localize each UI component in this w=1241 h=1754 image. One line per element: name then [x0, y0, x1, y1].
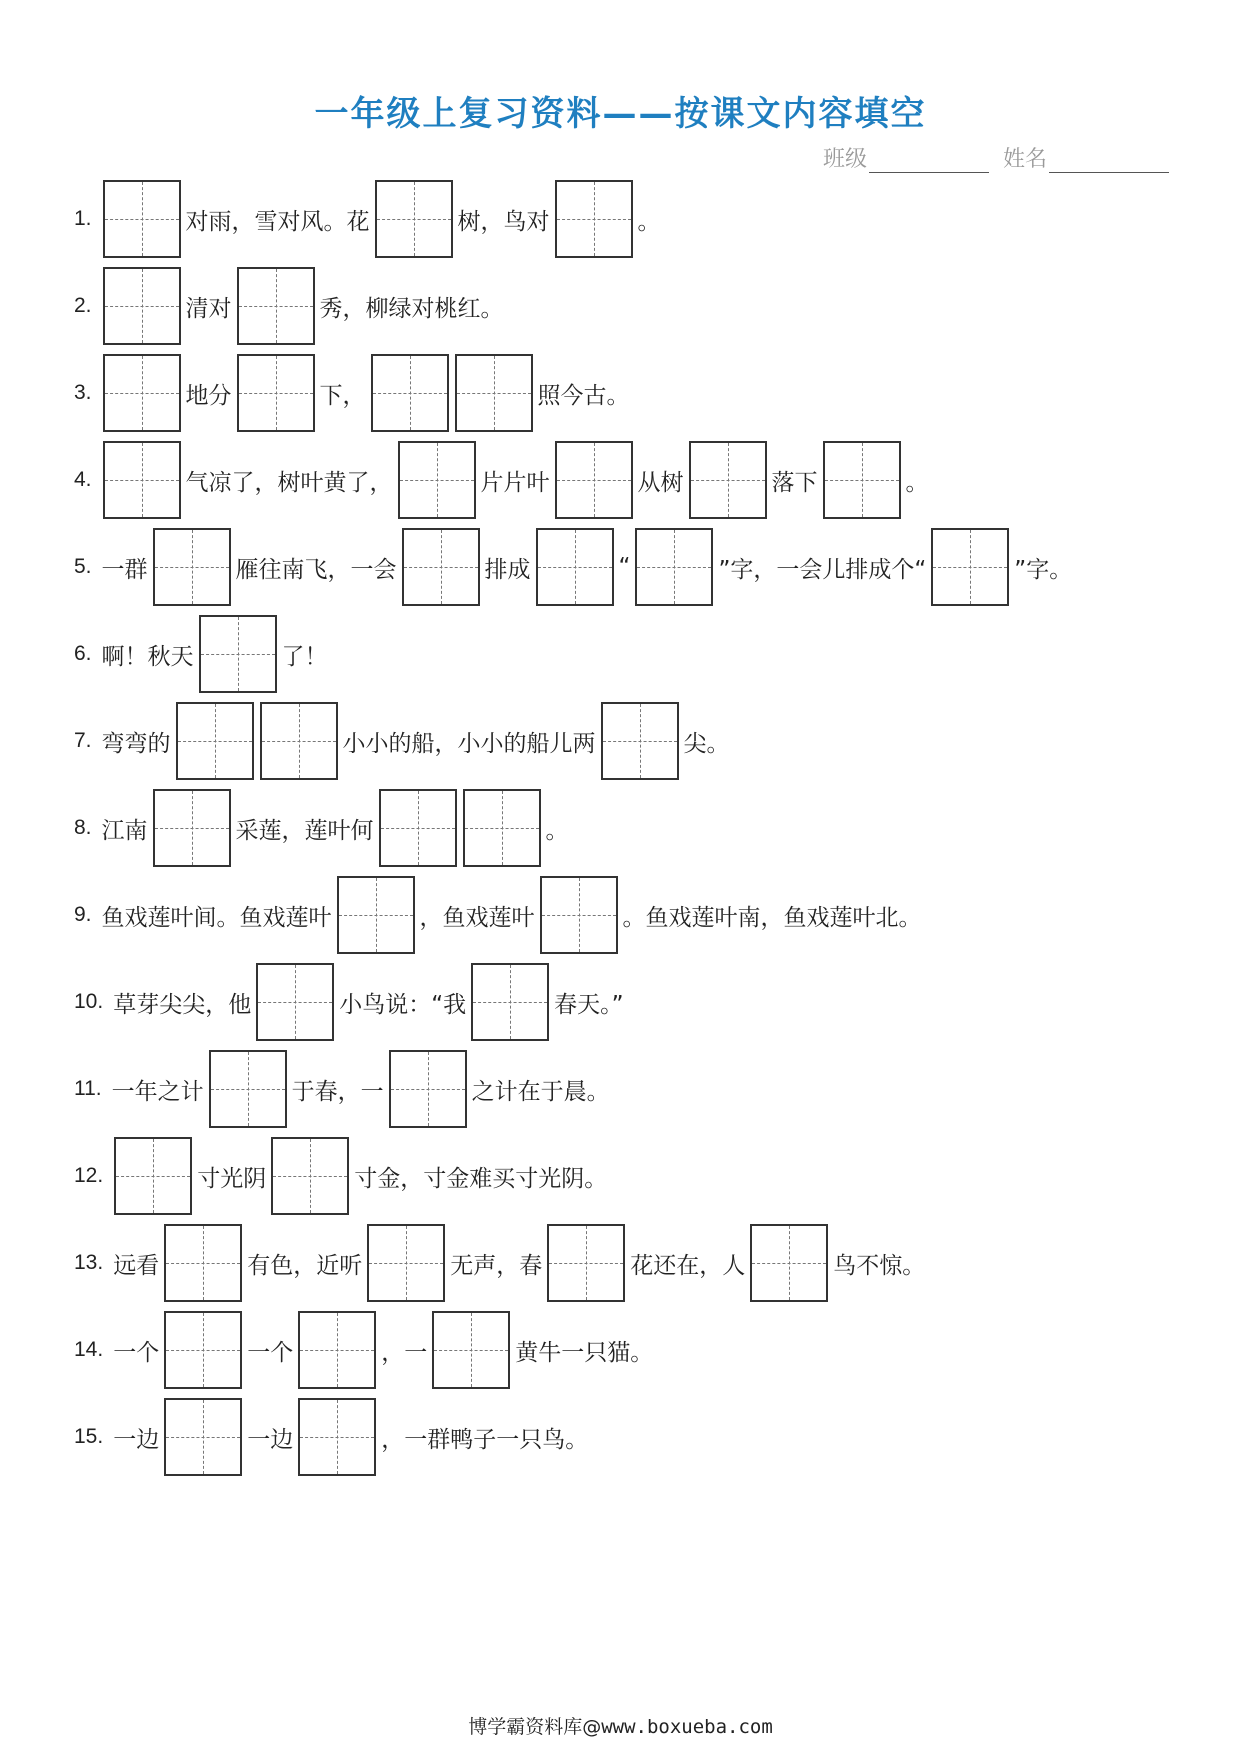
question-text: 草芽尖尖，他: [113, 991, 252, 1018]
question-2: [74, 267, 506, 345]
tianzige-answer-box[interactable]: [153, 789, 231, 867]
question-text: 寸光阴: [197, 1165, 267, 1192]
question-text: 尖。: [683, 730, 730, 757]
tianzige-answer-box[interactable]: [540, 876, 618, 954]
tianzige-answer-box[interactable]: [536, 528, 614, 606]
question-text: 一个: [113, 1339, 160, 1366]
question-number: 15.: [74, 1425, 104, 1448]
question-14: [74, 1311, 655, 1389]
question-text: “: [618, 554, 631, 580]
question-number: 2.: [74, 294, 92, 317]
tianzige-answer-box[interactable]: [103, 354, 181, 432]
question-number: 14.: [74, 1338, 104, 1361]
question-7: [74, 702, 732, 780]
tianzige-answer-box[interactable]: [237, 267, 315, 345]
question-text: 小鸟说：“我: [339, 991, 467, 1018]
tianzige-answer-box[interactable]: [367, 1224, 445, 1302]
tianzige-answer-box[interactable]: [823, 441, 901, 519]
question-6: [74, 615, 330, 693]
name-field: [1003, 142, 1169, 173]
student-info: [823, 142, 1169, 173]
question-text: 黄牛一只猫。: [515, 1339, 654, 1366]
tianzige-answer-box[interactable]: [271, 1137, 349, 1215]
tianzige-answer-box[interactable]: [601, 702, 679, 780]
question-text: 一边: [247, 1426, 294, 1453]
question-text: 。: [545, 817, 569, 844]
tianzige-answer-box[interactable]: [689, 441, 767, 519]
question-number: 4.: [74, 468, 92, 491]
class-field: [823, 142, 989, 173]
question-text: 。: [905, 469, 929, 496]
tianzige-answer-box[interactable]: [298, 1398, 376, 1476]
tianzige-answer-box[interactable]: [164, 1398, 242, 1476]
question-text: 一群: [101, 556, 148, 583]
tianzige-answer-box[interactable]: [402, 528, 480, 606]
tianzige-answer-box[interactable]: [153, 528, 231, 606]
question-number: 8.: [74, 816, 92, 839]
tianzige-answer-box[interactable]: [298, 1311, 376, 1389]
question-text: 排成: [484, 556, 531, 583]
question-text: 对雨，雪对风。花: [185, 208, 370, 235]
question-5: [74, 528, 1074, 606]
question-text: 一年之计: [111, 1078, 204, 1105]
question-3: [74, 354, 632, 432]
question-text: 雁往南飞，一会: [235, 556, 397, 583]
question-text: 弯弯的: [101, 730, 171, 757]
tianzige-answer-box[interactable]: [455, 354, 533, 432]
question-9: [74, 876, 924, 954]
question-text: ”字，一会儿排成个“: [718, 556, 927, 583]
question-text: 一个: [247, 1339, 294, 1366]
question-text: 无声，春: [450, 1252, 543, 1279]
question-number: 6.: [74, 642, 92, 665]
tianzige-answer-box[interactable]: [398, 441, 476, 519]
tianzige-answer-box[interactable]: [375, 180, 453, 258]
question-text: 之计在于晨。: [471, 1078, 610, 1105]
question-number: 1.: [74, 207, 92, 230]
question-text: 江南: [101, 817, 148, 844]
question-11: [74, 1050, 612, 1128]
tianzige-answer-box[interactable]: [256, 963, 334, 1041]
tianzige-answer-box[interactable]: [750, 1224, 828, 1302]
question-text: 鸟不惊。: [833, 1252, 926, 1279]
tianzige-answer-box[interactable]: [164, 1224, 242, 1302]
question-text: 于春，一: [291, 1078, 384, 1105]
question-text: 落下: [771, 469, 818, 496]
tianzige-answer-box[interactable]: [389, 1050, 467, 1128]
question-text: 有色，近听: [247, 1252, 363, 1279]
question-number: 9.: [74, 903, 92, 926]
question-8: [74, 789, 571, 867]
tianzige-answer-box[interactable]: [103, 267, 181, 345]
tianzige-answer-box[interactable]: [260, 702, 338, 780]
question-text: 。鱼戏莲叶南，鱼戏莲叶北。: [622, 904, 922, 931]
question-text: 片片叶: [480, 469, 550, 496]
tianzige-answer-box[interactable]: [471, 963, 549, 1041]
question-10: [74, 963, 626, 1041]
tianzige-answer-box[interactable]: [432, 1311, 510, 1389]
question-text: 一边: [113, 1426, 160, 1453]
question-text: ，一: [381, 1339, 428, 1366]
footer-brand: 博学霸资料库@: [468, 1716, 602, 1738]
name-label: 姓名: [1002, 147, 1047, 172]
question-1: [74, 180, 663, 258]
tianzige-answer-box[interactable]: [635, 528, 713, 606]
question-text: 小小的船，小小的船儿两: [342, 730, 596, 757]
question-15: [74, 1398, 590, 1476]
question-text: ”字。: [1014, 556, 1073, 583]
question-number: 12.: [74, 1164, 104, 1187]
tianzige-answer-box[interactable]: [103, 180, 181, 258]
question-text: 地分: [185, 382, 232, 409]
question-number: 11.: [74, 1077, 102, 1100]
tianzige-answer-box[interactable]: [114, 1137, 192, 1215]
question-text: 寸金，寸金难买寸光阴。: [354, 1165, 608, 1192]
question-text: ，一群鸭子一只鸟。: [381, 1426, 589, 1453]
question-text: 采莲，莲叶何: [235, 817, 374, 844]
tianzige-answer-box[interactable]: [931, 528, 1009, 606]
tianzige-answer-box[interactable]: [209, 1050, 287, 1128]
question-text: ，鱼戏莲叶: [419, 904, 535, 931]
question-number: 5.: [74, 555, 92, 578]
question-text: 。: [637, 208, 661, 235]
tianzige-answer-box[interactable]: [555, 441, 633, 519]
tianzige-answer-box[interactable]: [164, 1311, 242, 1389]
page-title: 一年级上复习资料——按课文内容填空: [314, 94, 927, 134]
name-blank[interactable]: [1049, 148, 1169, 173]
question-text: 啊！秋天: [101, 643, 194, 670]
tianzige-answer-box[interactable]: [237, 354, 315, 432]
tianzige-answer-box[interactable]: [103, 441, 181, 519]
question-text: 气凉了，树叶黄了，: [185, 469, 393, 496]
question-text: 从树: [637, 469, 684, 496]
question-text: 下，: [319, 382, 366, 409]
question-text: 鱼戏莲叶间。鱼戏莲叶: [101, 904, 332, 931]
tianzige-answer-box[interactable]: [371, 354, 449, 432]
question-text: 秀，柳绿对桃红。: [319, 295, 504, 322]
class-label: 班级: [822, 147, 867, 172]
question-number: 10.: [74, 990, 104, 1013]
question-text: 花还在，人: [630, 1252, 746, 1279]
footer-site: www.boxueba.com: [601, 1716, 773, 1738]
question-4: [74, 441, 931, 519]
tianzige-answer-box[interactable]: [463, 789, 541, 867]
tianzige-answer-box[interactable]: [176, 702, 254, 780]
question-text: 春天。”: [554, 991, 624, 1018]
question-text: 树，鸟对: [457, 208, 550, 235]
question-number: 3.: [74, 381, 92, 404]
question-number: 7.: [74, 729, 92, 752]
question-text: 清对: [185, 295, 232, 322]
question-number: 13.: [74, 1251, 104, 1274]
question-13: [74, 1224, 927, 1302]
question-text: 照今古。: [537, 382, 630, 409]
footer: [0, 1712, 1241, 1739]
class-blank[interactable]: [869, 148, 989, 173]
tianzige-answer-box[interactable]: [199, 615, 277, 693]
tianzige-answer-box[interactable]: [547, 1224, 625, 1302]
question-text: 远看: [113, 1252, 160, 1279]
tianzige-answer-box[interactable]: [337, 876, 415, 954]
tianzige-answer-box[interactable]: [555, 180, 633, 258]
question-12: [74, 1137, 609, 1215]
tianzige-answer-box[interactable]: [379, 789, 457, 867]
question-text: 了！: [281, 643, 328, 670]
